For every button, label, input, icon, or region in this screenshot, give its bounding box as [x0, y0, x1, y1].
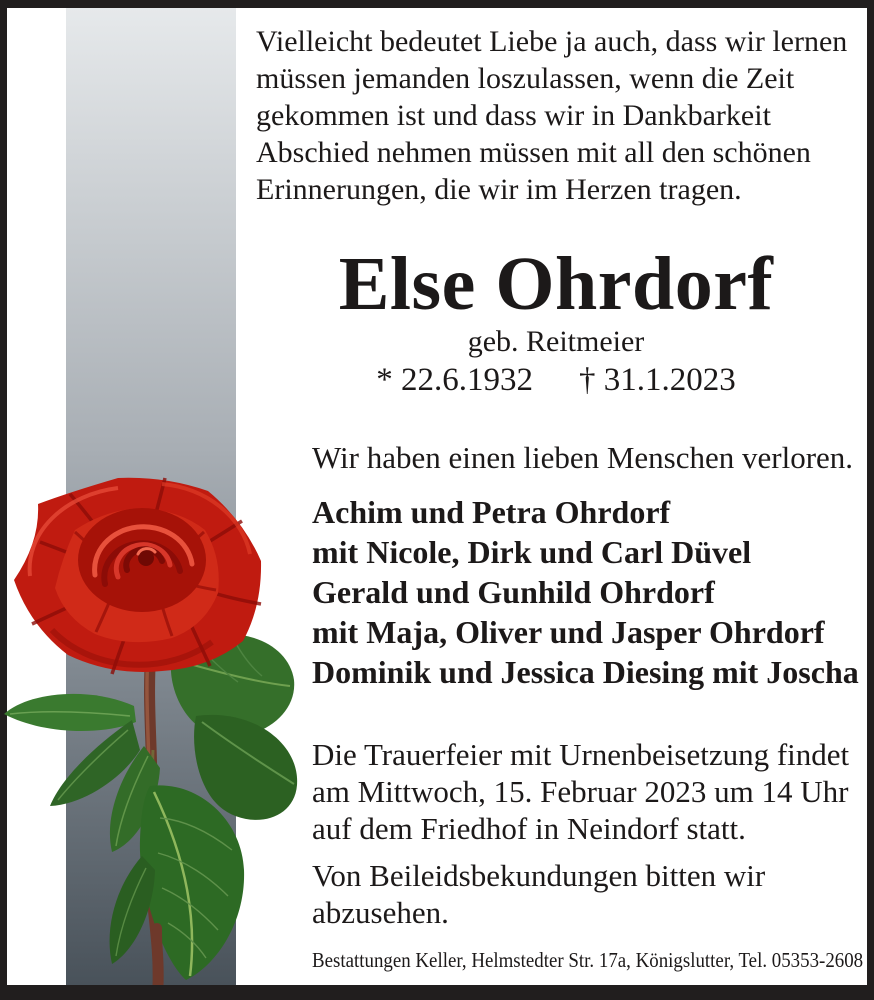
epigraph-line: Abschied nehmen müssen mit all den schönen	[256, 136, 811, 169]
mourner-line: mit Nicole, Dirk und Carl Düvel	[312, 534, 752, 570]
frame-top-bar	[0, 0, 874, 8]
mourner-line: Achim und Petra Ohrdorf	[312, 494, 671, 530]
funeral-line: am Mittwoch, 15. Februar 2023 um 14 Uhr	[312, 774, 849, 809]
funeral-line: auf dem Friedhof in Neindorf statt.	[312, 811, 746, 846]
undertaker-contact: Bestattungen Keller, Helmstedter Str. 17a, Königslutter, Tel. 05353-2608	[312, 948, 864, 972]
life-dates	[256, 361, 856, 399]
mourner-line: Dominik und Jessica Diesing mit Joscha	[312, 654, 859, 690]
epigraph-line: gekommen ist und dass wir in Dankbarkeit	[256, 99, 771, 132]
funeral-info	[312, 736, 849, 847]
frame-right-bar	[867, 0, 874, 1000]
mourner-line: Gerald und Gunhild Ohrdorf	[312, 574, 715, 610]
birth-date: * 22.6.1932	[376, 362, 533, 398]
epigraph-line: müssen jemanden loszulassen, wenn die Zeit	[256, 62, 795, 95]
condolence-line: Von Beileidsbekundungen bitten wir	[312, 858, 766, 893]
epigraph	[256, 23, 847, 208]
rose-image	[0, 458, 310, 988]
announcement-text: Wir haben einen lieben Menschen verloren.	[312, 440, 854, 475]
rose-stem-front	[157, 928, 158, 986]
epigraph-line: Erinnerungen, die wir im Herzen tragen.	[256, 173, 742, 206]
death-date: † 31.1.2023	[579, 362, 736, 398]
condolence-note	[312, 857, 765, 931]
condolence-line: abzusehen.	[312, 895, 449, 930]
rose-flower	[14, 478, 261, 674]
deceased-name: Else Ohrdorf	[338, 242, 774, 326]
frame-bottom-bar	[0, 985, 874, 1000]
epigraph-line: Vielleicht bedeutet Liebe ja auch, dass wir lernen	[256, 25, 848, 58]
mourners-list	[312, 492, 859, 692]
mourner-line: mit Maja, Oliver und Jasper Ohrdorf	[312, 614, 825, 650]
funeral-line: Die Trauerfeier mit Urnenbeisetzung findet	[312, 737, 850, 772]
maiden-name: geb. Reitmeier	[467, 325, 645, 358]
